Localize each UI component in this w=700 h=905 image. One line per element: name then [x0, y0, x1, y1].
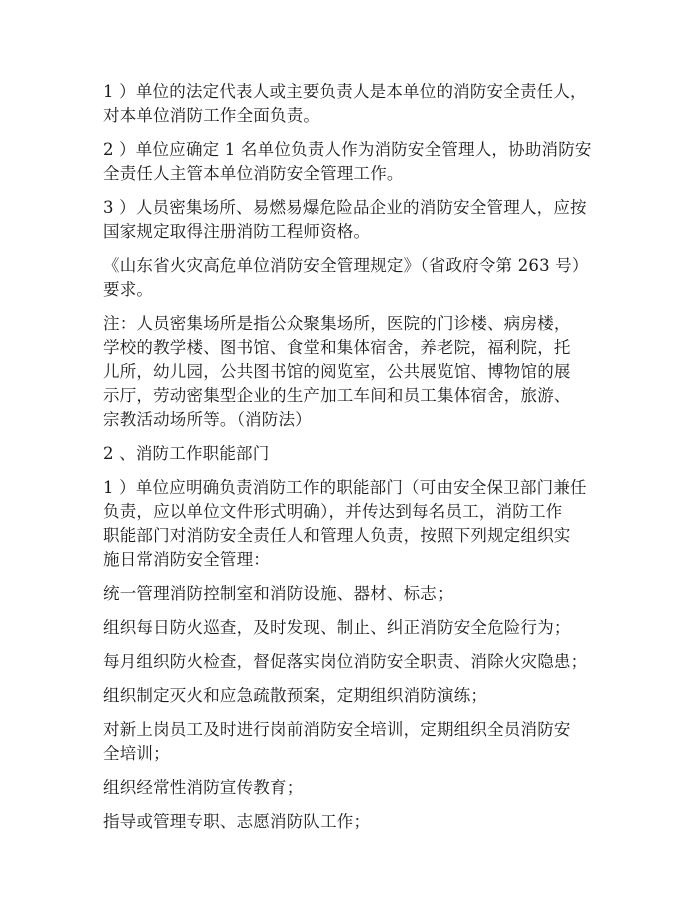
text-line: 儿所，幼儿园，公共图书馆的阅览室，公共展览馆、博物馆的展 — [103, 362, 571, 381]
paragraph-3 — [103, 196, 603, 244]
paragraph-department — [103, 476, 603, 572]
duty-item — [103, 650, 603, 674]
text-line: 全培训； — [103, 744, 170, 763]
text-line: 1 ）单位的法定代表人或主要负责人是本单位的消防安全责任人， — [103, 82, 587, 101]
text-line: 要求。 — [103, 280, 154, 299]
paragraph-regulation-reference — [103, 254, 603, 302]
text-line: 统一管理消防控制室和消防设施、器材、标志； — [103, 584, 454, 603]
text-line: 《山东省火灾高危单位消防安全管理规定》（省政府令第 263 号） — [103, 256, 589, 275]
section-heading — [103, 442, 603, 466]
text-line: 组织每日防火巡查，及时发现、制止、纠正消防安全危险行为； — [103, 618, 571, 637]
text-line: 3 ）人员密集场所、易燃易爆危险品企业的消防安全管理人，应按 — [103, 198, 587, 217]
duty-item — [103, 810, 603, 834]
duty-item — [103, 616, 603, 640]
paragraph-2 — [103, 138, 603, 186]
text-line: 组织经常性消防宣传教育； — [103, 778, 304, 797]
text-line: 职能部门对消防安全责任人和管理人负责，按照下列规定组织实 — [103, 526, 571, 545]
duty-item — [103, 684, 603, 708]
duty-item — [103, 776, 603, 800]
text-line: 负责，应以单位文件形式明确），并传达到每名员工，消防工作 — [103, 502, 563, 521]
text-line: 注：人员密集场所是指公众聚集场所，医院的门诊楼、病房楼， — [103, 314, 571, 333]
text-line: 施日常消防安全管理： — [103, 550, 270, 569]
paragraph-note — [103, 312, 603, 432]
text-line: 1 ）单位应明确负责消防工作的职能部门（可由安全保卫部门兼任 — [103, 478, 587, 497]
text-line: 2 ）单位应确定 1 名单位负责人作为消防安全管理人，协助消防安 — [103, 140, 592, 159]
text-line: 2 、消防工作职能部门 — [103, 444, 270, 463]
text-line: 学校的教学楼、图书馆、食堂和集体宿舍，养老院，福利院，托 — [103, 338, 571, 357]
duty-item — [103, 718, 603, 766]
text-line: 宗教活动场所等。（消防法） — [103, 410, 312, 429]
text-line: 国家规定取得注册消防工程师资格。 — [103, 222, 371, 241]
paragraph-1 — [103, 80, 603, 128]
text-line: 每月组织防火检查，督促落实岗位消防安全职责、消除火灾隐患； — [103, 652, 588, 671]
text-line: 对本单位消防工作全面负责。 — [103, 106, 321, 125]
text-line: 指导或管理专职、志愿消防队工作； — [103, 812, 371, 831]
document-body — [103, 80, 603, 844]
text-line: 全责任人主管本单位消防安全管理工作。 — [103, 164, 404, 183]
text-line: 对新上岗员工及时进行岗前消防安全培训，定期组织全员消防安 — [103, 720, 571, 739]
text-line: 组织制定灭火和应急疏散预案，定期组织消防演练； — [103, 686, 488, 705]
text-line: 示厅，劳动密集型企业的生产加工车间和员工集体宿舍，旅游、 — [103, 386, 571, 405]
duty-item — [103, 582, 603, 606]
